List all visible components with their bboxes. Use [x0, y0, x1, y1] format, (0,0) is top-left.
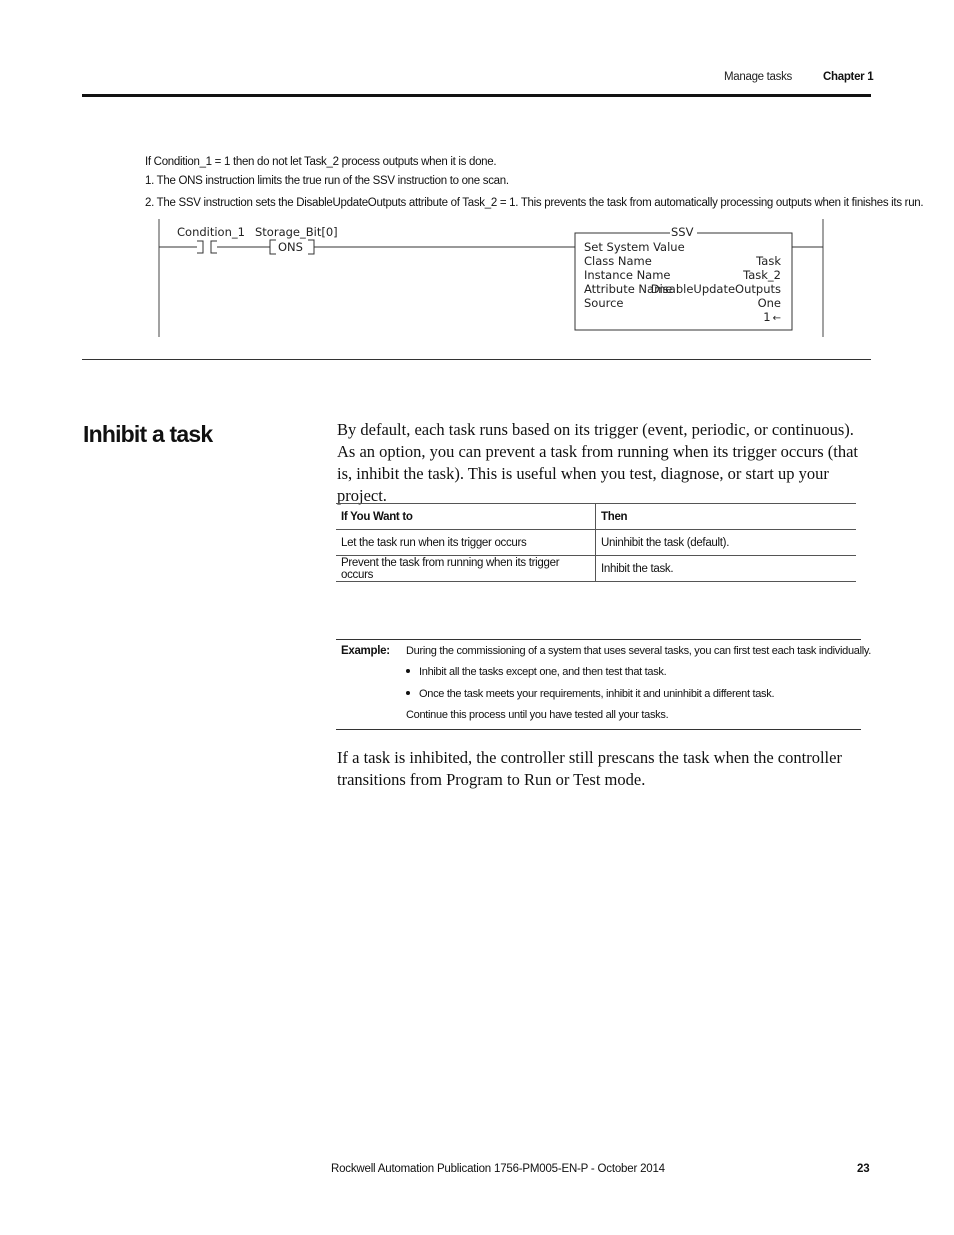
- ons-instruction-label: ONS: [278, 240, 303, 254]
- section-intro-paragraph: By default, each task runs based on its trigger (event, periodic, or continuous). As an option, you can prevent a task from running when its trigger occurs (that is, inhibit the task). This is useful when you test, diagnose, or start up your project.: [337, 420, 858, 505]
- example-label: Example:: [341, 645, 390, 657]
- table-row: [336, 556, 856, 582]
- left-arrow-icon: ←: [772, 313, 781, 324]
- ladder-intro-note: If Condition_1 = 1 then do not let Task_2 process outputs when it is done.: [145, 156, 497, 168]
- table-header-cell: Then: [596, 504, 857, 530]
- ssv-row-value: Task_2: [743, 268, 781, 282]
- example-box: [336, 639, 872, 730]
- list-item-text: Once the task meets your requirements, inhibit it and uninhibit a different task.: [419, 688, 775, 700]
- ssv-row-label: Attribute Name: [584, 282, 673, 296]
- table-cell: Inhibit the task.: [596, 556, 857, 582]
- ssv-title: Set System Value: [584, 240, 685, 254]
- ssv-instruction-label: SSV: [671, 225, 694, 239]
- running-header-chapter: Chapter 1: [823, 71, 874, 83]
- list-item: [406, 688, 774, 700]
- ssv-source-value: [584, 310, 781, 324]
- bullet-icon: [406, 691, 410, 695]
- footer-publication: Rockwell Automation Publication 1756-PM005-EN-P - October 2014: [331, 1163, 665, 1175]
- list-item-text: Inhibit all the tasks except one, and then test that task.: [419, 666, 667, 678]
- ssv-row-label: Source: [584, 296, 624, 310]
- table-cell: Prevent the task from running when its trigger occurs: [336, 556, 596, 582]
- contact-tag-label: Condition_1: [177, 225, 245, 239]
- ons-tag-label: Storage_Bit[0]: [255, 225, 338, 239]
- ssv-row-value: One: [757, 296, 781, 310]
- ssv-row-value: Task: [756, 254, 781, 268]
- header-rule: [82, 94, 871, 97]
- table-row: [336, 530, 856, 556]
- running-header-section: Manage tasks: [724, 71, 792, 83]
- page-number: 23: [857, 1163, 870, 1175]
- ladder-step-2: 2. The SSV instruction sets the DisableUpdateOutputs attribute of Task_2 = 1. This prevents the task from automatically processing outputs when it finishes its run.: [145, 197, 924, 209]
- ssv-row-label: Instance Name: [584, 268, 671, 282]
- ssv-row-value: DisableUpdateOutputs: [650, 282, 781, 296]
- example-closing-text: Continue this process until you have tested all your tasks.: [406, 709, 669, 721]
- example-lead-text: During the commissioning of a system that uses several tasks, you can first test each task individually.: [406, 645, 872, 657]
- table-header-cell: If You Want to: [336, 504, 596, 530]
- examine-if-closed-contact: [197, 241, 217, 253]
- ssv-source-number: 1: [763, 310, 771, 324]
- section-divider: [82, 359, 871, 360]
- ssv-row-label: Class Name: [584, 254, 652, 268]
- ladder-step-1: 1. The ONS instruction limits the true run of the SSV instruction to one scan.: [145, 175, 509, 187]
- bullet-icon: [406, 669, 410, 673]
- table-cell: Uninhibit the task (default).: [596, 530, 857, 556]
- section-title: Inhibit a task: [83, 421, 213, 447]
- list-item: [406, 666, 666, 678]
- table-cell: Let the task run when its trigger occurs: [336, 530, 596, 556]
- table-header-row: [336, 504, 856, 530]
- ladder-diagram: [150, 215, 840, 340]
- closing-paragraph: If a task is inhibited, the controller still prescans the task when the controller transitions from Program to Run or Test mode.: [337, 748, 842, 789]
- task-option-table: [336, 503, 856, 582]
